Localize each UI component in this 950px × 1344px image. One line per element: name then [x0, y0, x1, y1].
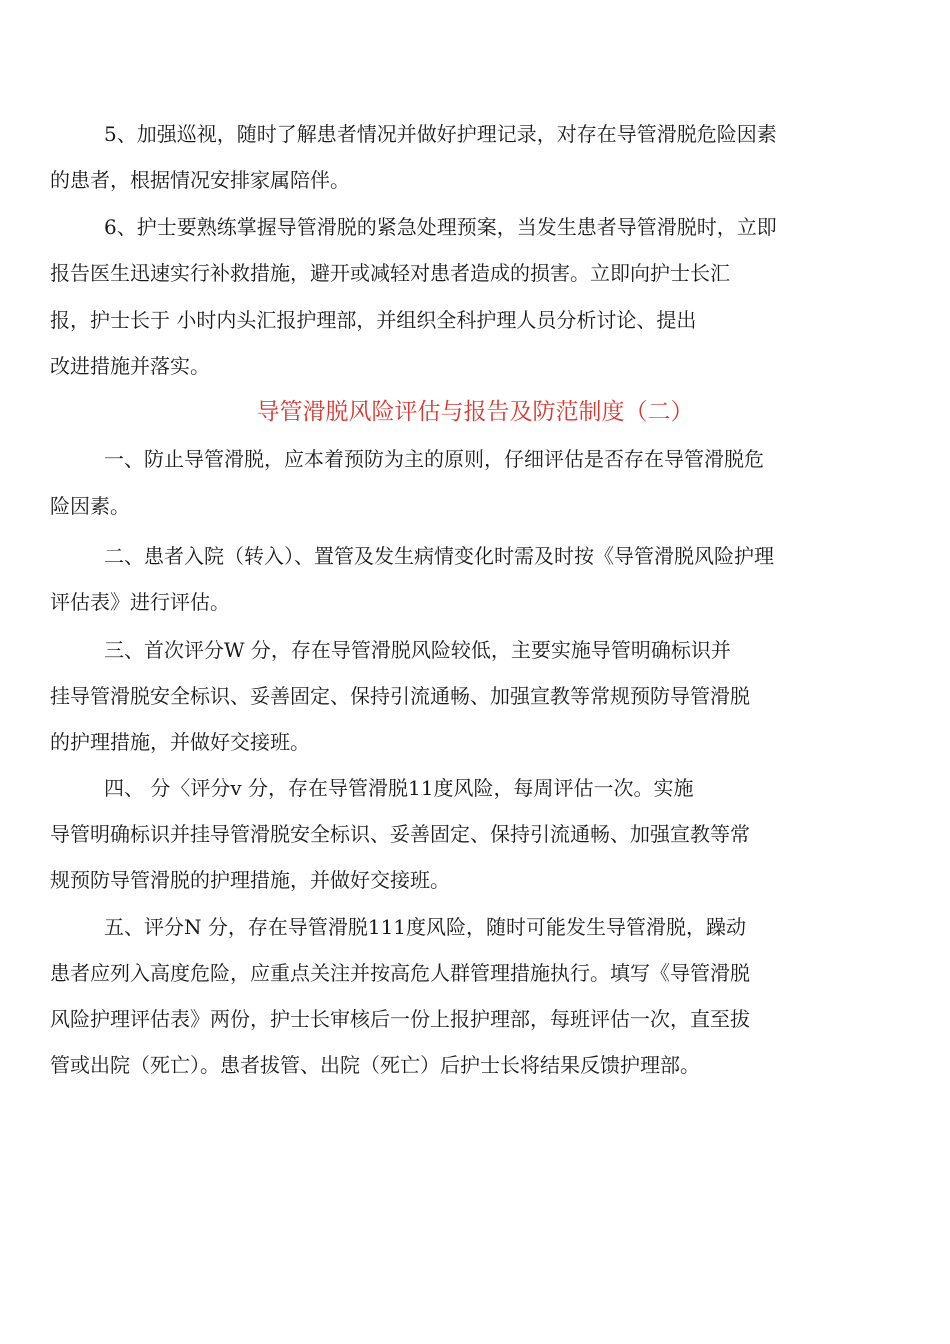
item5-line2: 患者应列入高度危险，应重点关注并按高危人群管理措施执行。填写《导管滑脱 — [50, 961, 750, 985]
item2-line1: 二、患者入院（转入）、置管及发生病情变化时需及时按《导管滑脱风险护理 — [104, 544, 774, 568]
para5-line2: 的患者，根据情况安排家属陪伴。 — [50, 168, 350, 192]
item5-line3: 风险护理评估表》两份，护士长审核后一份上报护理部，每班评估一次，直至拔 — [50, 1007, 750, 1031]
item3-line3: 的护理措施，并做好交接班。 — [50, 730, 310, 754]
item3-line1: 三、首次评分W 分，存在导管滑脱风险较低，主要实施导管明确标识并 — [104, 638, 731, 662]
item3-line2: 挂导管滑脱安全标识、妥善固定、保持引流通畅、加强宣教等常规预防导管滑脱 — [50, 684, 750, 708]
item2-line2: 评估表》进行评估。 — [50, 590, 230, 614]
para6-line2: 报告医生迅速实行补救措施，避开或减轻对患者造成的损害。立即向护士长汇 — [50, 261, 730, 285]
item5-line1: 五、评分N 分，存在导管滑脱111度风险，随时可能发生导管滑脱，躁动 — [104, 915, 747, 939]
para6-line1: 6、护士要熟练掌握导管滑脱的紧急处理预案，当发生患者导管滑脱时，立即 — [104, 215, 777, 239]
para6-line4: 改进措施并落实。 — [50, 354, 210, 378]
item4-line1: 四、 分〈评分v 分，存在导管滑脱11度风险，每周评估一次。实施 — [104, 776, 694, 800]
item4-line2: 导管明确标识并挂导管滑脱安全标识、妥善固定、保持引流通畅、加强宣教等常 — [50, 822, 750, 846]
item5-line4: 管或出院（死亡）。患者拔管、出院（死亡）后护士长将结果反馈护理部。 — [50, 1053, 700, 1077]
para5-line1: 5、加强巡视，随时了解患者情况并做好护理记录，对存在导管滑脱危险因素 — [104, 122, 777, 146]
item1-line1: 一、防止导管滑脱，应本着预防为主的原则，仔细评估是否存在导管滑脱危 — [104, 447, 764, 471]
para6-line3: 报，护士长于 小时内头汇报护理部，并组织全科护理人员分析讨论、提出 — [50, 308, 697, 332]
item4-line3: 规预防导管滑脱的护理措施，并做好交接班。 — [50, 868, 450, 892]
section-title: 导管滑脱风险评估与报告及防范制度（二） — [256, 399, 694, 425]
item1-line2: 险因素。 — [50, 494, 130, 518]
